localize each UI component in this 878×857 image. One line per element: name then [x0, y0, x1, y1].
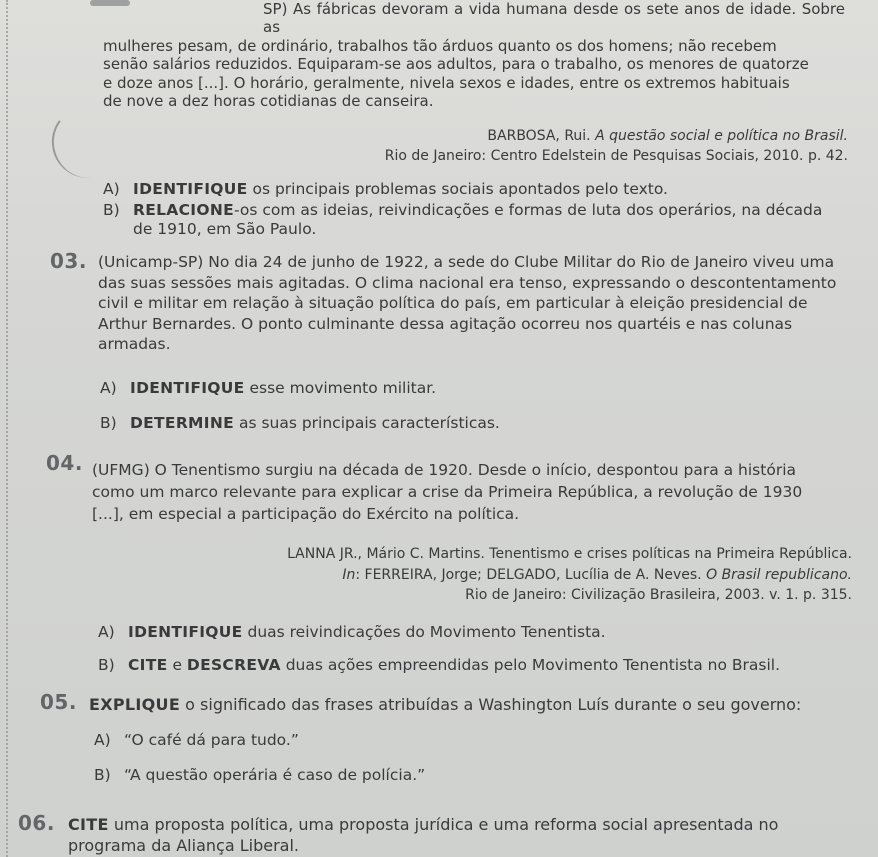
q05-text — [89, 695, 869, 714]
q05-statement: o significado das frases atribuídas a Washington Luís durante o seu governo: — [180, 695, 802, 714]
item-text: os principais problemas sociais apontados pelo texto. — [247, 180, 668, 198]
item-text-2: duas ações empreendidas pelo Movimento Tenentista no Brasil. — [280, 656, 781, 674]
item-keyword: CITE — [128, 656, 168, 674]
q02-reference — [385, 126, 848, 166]
q02-item-b — [103, 201, 848, 239]
q02-line-4: e doze anos [...]. O horário, geralmente, nivela sexos e idades, entre os extremos habituais — [103, 73, 790, 92]
item-text: esse movimento militar. — [244, 379, 437, 397]
q04-ref-line-1: LANNA JR., Mário C. Martins. Tenentismo e crises políticas na Primeira República. — [287, 546, 852, 562]
item-text: e — [167, 656, 187, 674]
q03-line-2: das suas sessões mais agitadas. O clima nacional era tenso, expressando o descontentamento — [98, 273, 837, 292]
q04-number: 04. — [46, 451, 83, 475]
item-keyword: IDENTIFIQUE — [130, 379, 245, 397]
q06-text — [68, 814, 870, 856]
item-text: -os com as ideias, reivindicações e formas de luta dos operários, na década — [233, 201, 823, 219]
item-keyword: RELACIONE — [133, 201, 234, 219]
item-text-continued: de 1910, em São Paulo. — [133, 220, 317, 238]
q06-statement-continued: programa da Aliança Liberal. — [68, 836, 299, 855]
q04-ref-in: In — [342, 566, 356, 583]
q02-ref-publisher: Rio de Janeiro: Centro Edelstein de Pesquisas Sociais, 2010. p. 42. — [384, 148, 848, 164]
q04-line-3: [...], em especial a participação do Exército na política. — [92, 505, 520, 523]
q02-line-1: SP) As fábricas devoram a vida humana desde os sete anos de idade. Sobre as — [263, 0, 845, 37]
q02-line-2: mulheres pesam, de ordinário, trabalhos tão árduos quanto os dos homens; não recebem — [103, 36, 777, 55]
item-text: as suas principais características. — [234, 414, 500, 432]
item-letter: B) — [94, 766, 111, 784]
q03-number: 03. — [50, 249, 87, 273]
item-letter: B) — [98, 656, 115, 674]
item-keyword: DETERMINE — [130, 414, 235, 432]
q04-ref-line-3: Rio de Janeiro: Civilização Brasileira, 2003. v. 1. p. 315. — [465, 587, 852, 603]
q04-text — [92, 459, 852, 525]
q03-text — [98, 252, 850, 355]
q02-line-3: senão salários reduzidos. Equiparam-se aos adultos, para o trabalho, os menores de quatorze — [103, 55, 809, 74]
item-keyword: IDENTIFIQUE — [128, 623, 243, 641]
q05-item-a — [94, 731, 839, 750]
q04-ref-line-2a: : FERREIRA, Jorge; DELGADO, Lucília de A. Neves. — [355, 566, 707, 583]
q04-ref-line-2b: O Brasil republicano. — [706, 566, 852, 583]
q02-line-5: de nove a dez horas cotidianas de canseira. — [103, 92, 434, 111]
item-text: “O café dá para tudo.” — [124, 731, 299, 749]
q04-item-a — [98, 623, 853, 642]
item-letter: A) — [94, 731, 111, 749]
q03-item-b — [100, 414, 845, 433]
q05-keyword: EXPLIQUE — [89, 695, 181, 714]
q02-ref-author: BARBOSA, Rui. — [487, 128, 596, 144]
item-letter: A) — [98, 623, 115, 641]
q05-item-b — [94, 766, 839, 785]
dotted-margin-line — [6, 0, 8, 857]
q03-line-5: armadas. — [98, 335, 171, 353]
q04-item-b — [98, 656, 858, 675]
item-letter: A) — [100, 379, 117, 397]
q03-line-1: (Unicamp-SP) No dia 24 de junho de 1922, a sede do Clube Militar do Rio de Janeiro viveu uma — [98, 253, 835, 271]
q03-line-3: civil e militar em relação à situação política do país, em particular à eleição presidencial de — [98, 294, 808, 312]
item-text: duas reivindicações do Movimento Tenentista. — [242, 623, 606, 641]
q04-line-2: como um marco relevante para explicar a crise da Primeira República, a revolução de 1930 — [92, 483, 803, 501]
item-keyword-2: DESCREVA — [186, 656, 281, 674]
q04-reference — [287, 544, 852, 606]
q06-statement: uma proposta política, uma proposta jurídica e uma reforma social apresentada no — [108, 815, 779, 834]
q02-quoted-text — [103, 0, 845, 110]
q02-item-a — [103, 180, 848, 199]
item-text: “A questão operária é caso de polícia.” — [124, 766, 426, 784]
q03-item-a — [100, 379, 845, 398]
hand-drawn-bracket — [47, 105, 99, 182]
item-letter: B) — [100, 414, 117, 432]
q06-number: 06. — [18, 811, 55, 835]
q05-number: 05. — [40, 690, 77, 714]
q03-line-4: Arthur Bernardes. O ponto culminante dessa agitação ocorreu nos quartéis e nas colunas — [98, 314, 793, 333]
item-letter: A) — [103, 180, 120, 198]
item-letter: B) — [103, 201, 120, 219]
q02-ref-title: A questão social e política no Brasil. — [595, 128, 848, 144]
item-keyword: IDENTIFIQUE — [133, 180, 248, 198]
q06-keyword: CITE — [68, 815, 109, 834]
q04-line-1: (UFMG) O Tenentismo surgiu na década de 1920. Desde o início, despontou para a história — [92, 461, 796, 479]
